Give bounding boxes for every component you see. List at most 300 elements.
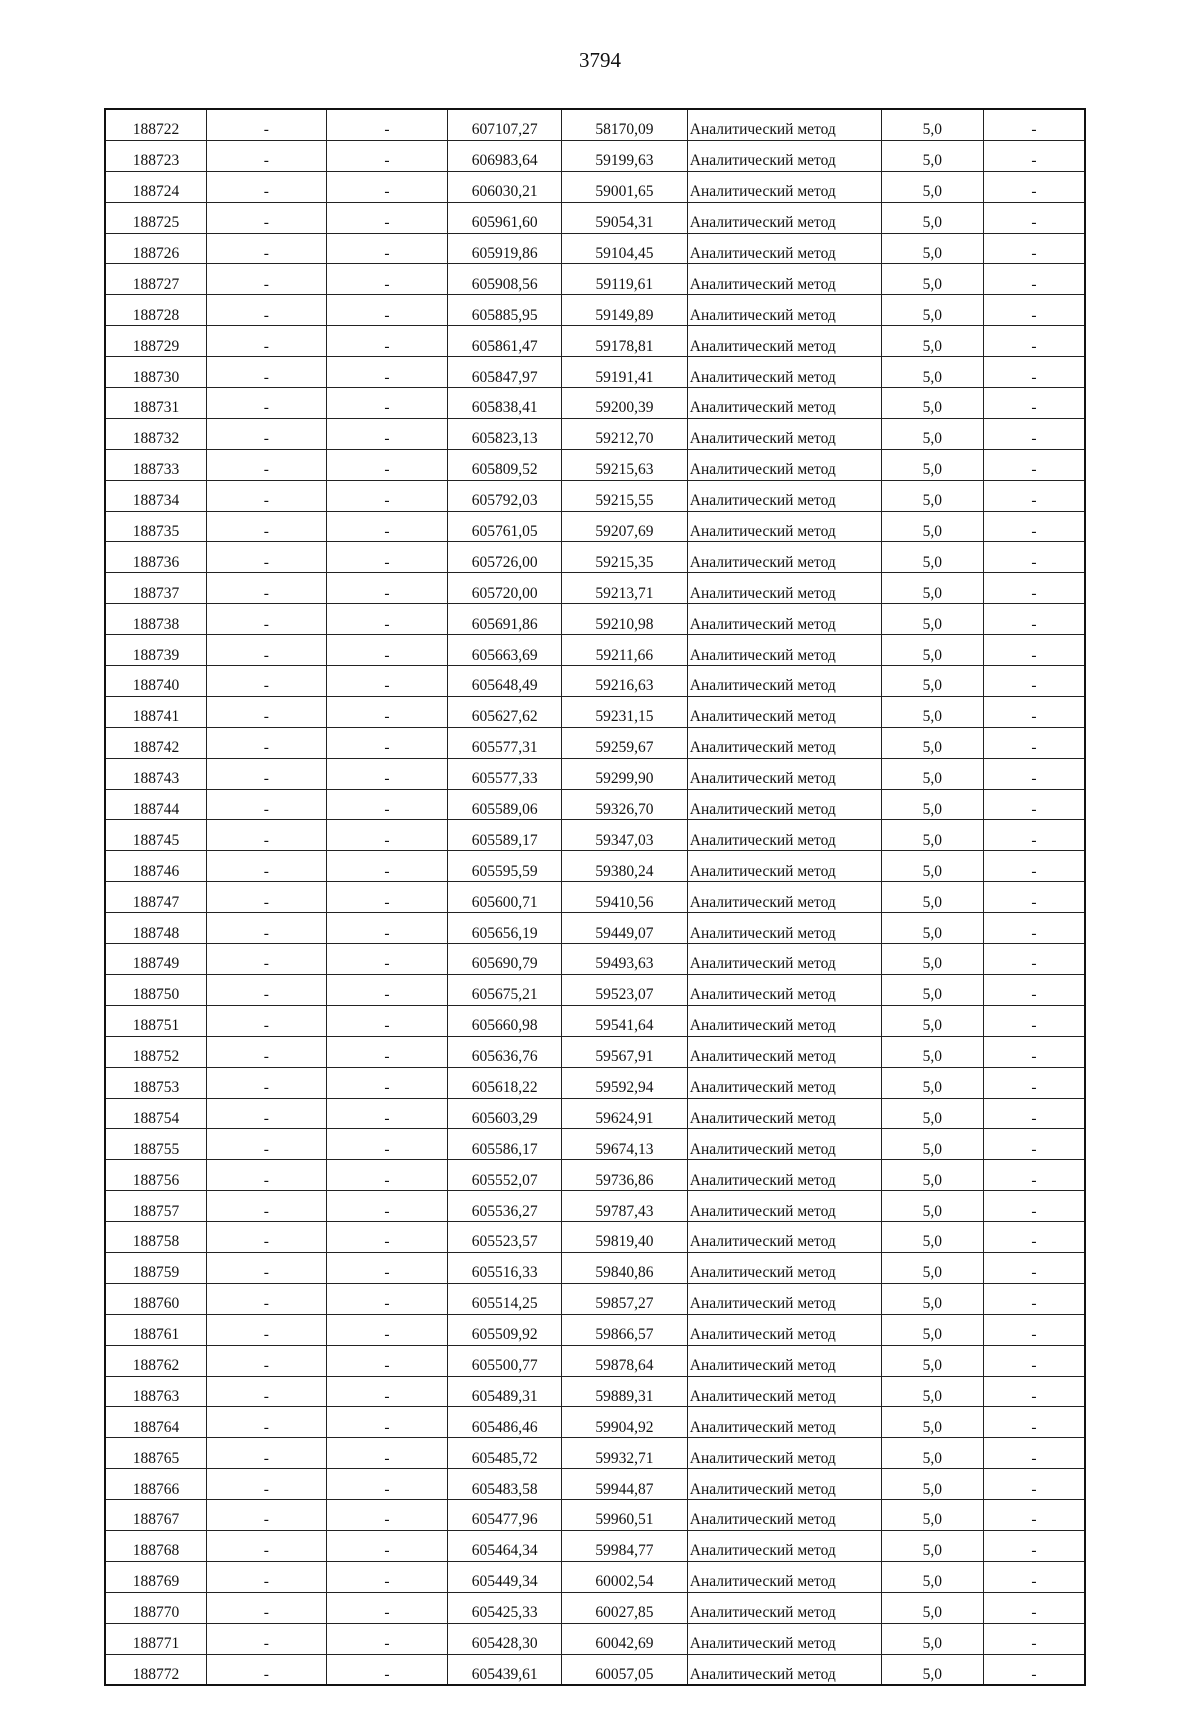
y-coordinate-cell: 59819,40 [561,1222,687,1253]
table-row [105,573,1085,604]
point-number-cell: 188742 [105,727,206,758]
column-2-cell: - [206,1500,326,1531]
column-2-cell: - [206,666,326,697]
column-2-cell: - [206,758,326,789]
table-row [105,1500,1085,1531]
column-2-cell: - [206,1160,326,1191]
table-row [105,1160,1085,1191]
method-cell: Аналитический метод [687,573,881,604]
table-row [105,542,1085,573]
column-2-cell: - [206,140,326,171]
x-coordinate-cell: 605961,60 [448,202,562,233]
column-8-cell: - [984,851,1086,882]
method-cell: Аналитический метод [687,1067,881,1098]
accuracy-cell: 5,0 [881,511,983,542]
point-number-cell: 188758 [105,1222,206,1253]
accuracy-cell: 5,0 [881,1623,983,1654]
column-2-cell: - [206,449,326,480]
column-3-cell: - [326,666,448,697]
x-coordinate-cell: 605809,52 [448,449,562,480]
column-2-cell: - [206,1469,326,1500]
column-2-cell: - [206,1283,326,1314]
y-coordinate-cell: 59493,63 [561,944,687,975]
method-cell: Аналитический метод [687,696,881,727]
column-8-cell: - [984,418,1086,449]
method-cell: Аналитический метод [687,974,881,1005]
y-coordinate-cell: 59326,70 [561,789,687,820]
column-8-cell: - [984,1592,1086,1623]
column-3-cell: - [326,295,448,326]
x-coordinate-cell: 605552,07 [448,1160,562,1191]
x-coordinate-cell: 605514,25 [448,1283,562,1314]
method-cell: Аналитический метод [687,233,881,264]
column-2-cell: - [206,1098,326,1129]
column-8-cell: - [984,727,1086,758]
point-number-cell: 188761 [105,1314,206,1345]
column-8-cell: - [984,295,1086,326]
column-2-cell: - [206,1252,326,1283]
column-3-cell: - [326,1314,448,1345]
column-8-cell: - [984,449,1086,480]
x-coordinate-cell: 605660,98 [448,1005,562,1036]
accuracy-cell: 5,0 [881,140,983,171]
column-3-cell: - [326,109,448,140]
column-2-cell: - [206,326,326,357]
column-3-cell: - [326,974,448,1005]
column-2-cell: - [206,1129,326,1160]
accuracy-cell: 5,0 [881,1469,983,1500]
column-3-cell: - [326,1623,448,1654]
x-coordinate-cell: 605577,33 [448,758,562,789]
x-coordinate-cell: 606983,64 [448,140,562,171]
column-8-cell: - [984,604,1086,635]
method-cell: Аналитический метод [687,604,881,635]
x-coordinate-cell: 605627,62 [448,696,562,727]
column-8-cell: - [984,1623,1086,1654]
accuracy-cell: 5,0 [881,480,983,511]
y-coordinate-cell: 59541,64 [561,1005,687,1036]
point-number-cell: 188759 [105,1252,206,1283]
column-8-cell: - [984,882,1086,913]
column-8-cell: - [984,326,1086,357]
method-cell: Аналитический метод [687,727,881,758]
accuracy-cell: 5,0 [881,295,983,326]
column-8-cell: - [984,1036,1086,1067]
table-row [105,820,1085,851]
y-coordinate-cell: 59212,70 [561,418,687,449]
column-8-cell: - [984,1222,1086,1253]
accuracy-cell: 5,0 [881,264,983,295]
column-2-cell: - [206,1407,326,1438]
y-coordinate-cell: 59449,07 [561,913,687,944]
column-3-cell: - [326,1252,448,1283]
y-coordinate-cell: 59259,67 [561,727,687,758]
table-row [105,944,1085,975]
column-3-cell: - [326,1191,448,1222]
method-cell: Аналитический метод [687,913,881,944]
column-3-cell: - [326,1222,448,1253]
method-cell: Аналитический метод [687,1407,881,1438]
table-row [105,913,1085,944]
accuracy-cell: 5,0 [881,171,983,202]
table-row [105,1376,1085,1407]
table-row [105,511,1085,542]
point-number-cell: 188741 [105,696,206,727]
y-coordinate-cell: 59199,63 [561,140,687,171]
method-cell: Аналитический метод [687,1438,881,1469]
column-8-cell: - [984,1654,1086,1685]
accuracy-cell: 5,0 [881,944,983,975]
column-2-cell: - [206,1222,326,1253]
accuracy-cell: 5,0 [881,1438,983,1469]
y-coordinate-cell: 59567,91 [561,1036,687,1067]
accuracy-cell: 5,0 [881,202,983,233]
y-coordinate-cell: 59119,61 [561,264,687,295]
column-3-cell: - [326,264,448,295]
column-2-cell: - [206,944,326,975]
y-coordinate-cell: 59960,51 [561,1500,687,1531]
x-coordinate-cell: 605656,19 [448,913,562,944]
method-cell: Аналитический метод [687,295,881,326]
method-cell: Аналитический метод [687,357,881,388]
point-number-cell: 188769 [105,1561,206,1592]
accuracy-cell: 5,0 [881,1407,983,1438]
accuracy-cell: 5,0 [881,604,983,635]
column-8-cell: - [984,789,1086,820]
accuracy-cell: 5,0 [881,851,983,882]
y-coordinate-cell: 59054,31 [561,202,687,233]
accuracy-cell: 5,0 [881,1561,983,1592]
y-coordinate-cell: 59410,56 [561,882,687,913]
column-3-cell: - [326,511,448,542]
column-8-cell: - [984,1005,1086,1036]
y-coordinate-cell: 60042,69 [561,1623,687,1654]
point-number-cell: 188746 [105,851,206,882]
point-number-cell: 188766 [105,1469,206,1500]
column-8-cell: - [984,758,1086,789]
column-8-cell: - [984,1191,1086,1222]
column-8-cell: - [984,573,1086,604]
column-2-cell: - [206,480,326,511]
column-3-cell: - [326,604,448,635]
column-3-cell: - [326,635,448,666]
method-cell: Аналитический метод [687,1561,881,1592]
y-coordinate-cell: 58170,09 [561,109,687,140]
accuracy-cell: 5,0 [881,666,983,697]
column-8-cell: - [984,171,1086,202]
point-number-cell: 188757 [105,1191,206,1222]
x-coordinate-cell: 605428,30 [448,1623,562,1654]
table-row [105,357,1085,388]
table-row [105,1129,1085,1160]
y-coordinate-cell: 59231,15 [561,696,687,727]
point-number-cell: 188744 [105,789,206,820]
table-row [105,666,1085,697]
column-3-cell: - [326,1036,448,1067]
column-2-cell: - [206,1036,326,1067]
point-number-cell: 188765 [105,1438,206,1469]
table-row [105,1005,1085,1036]
point-number-cell: 188754 [105,1098,206,1129]
accuracy-cell: 5,0 [881,1654,983,1685]
table-row [105,696,1085,727]
column-3-cell: - [326,851,448,882]
x-coordinate-cell: 605726,00 [448,542,562,573]
table-row [105,604,1085,635]
x-coordinate-cell: 605847,97 [448,357,562,388]
point-number-cell: 188734 [105,480,206,511]
x-coordinate-cell: 605516,33 [448,1252,562,1283]
y-coordinate-cell: 59200,39 [561,388,687,419]
column-2-cell: - [206,820,326,851]
x-coordinate-cell: 605586,17 [448,1129,562,1160]
x-coordinate-cell: 605761,05 [448,511,562,542]
column-2-cell: - [206,1067,326,1098]
column-8-cell: - [984,1283,1086,1314]
x-coordinate-cell: 605618,22 [448,1067,562,1098]
column-3-cell: - [326,1469,448,1500]
y-coordinate-cell: 59380,24 [561,851,687,882]
table-row [105,1623,1085,1654]
method-cell: Аналитический метод [687,1160,881,1191]
column-2-cell: - [206,418,326,449]
accuracy-cell: 5,0 [881,1500,983,1531]
column-3-cell: - [326,820,448,851]
table-row [105,418,1085,449]
method-cell: Аналитический метод [687,944,881,975]
y-coordinate-cell: 59736,86 [561,1160,687,1191]
table-row [105,480,1085,511]
table-body [105,109,1085,1685]
table-row [105,326,1085,357]
column-3-cell: - [326,727,448,758]
method-cell: Аналитический метод [687,1345,881,1376]
y-coordinate-cell: 59624,91 [561,1098,687,1129]
table-row [105,1592,1085,1623]
column-8-cell: - [984,264,1086,295]
point-number-cell: 188722 [105,109,206,140]
column-8-cell: - [984,140,1086,171]
method-cell: Аналитический метод [687,1283,881,1314]
column-8-cell: - [984,357,1086,388]
column-2-cell: - [206,109,326,140]
point-number-cell: 188764 [105,1407,206,1438]
column-8-cell: - [984,1160,1086,1191]
y-coordinate-cell: 59001,65 [561,171,687,202]
column-8-cell: - [984,1345,1086,1376]
y-coordinate-cell: 59932,71 [561,1438,687,1469]
column-3-cell: - [326,171,448,202]
x-coordinate-cell: 606030,21 [448,171,562,202]
column-2-cell: - [206,542,326,573]
table-row [105,202,1085,233]
point-number-cell: 188726 [105,233,206,264]
method-cell: Аналитический метод [687,1376,881,1407]
column-3-cell: - [326,1438,448,1469]
column-8-cell: - [984,974,1086,1005]
table-row [105,1654,1085,1685]
column-8-cell: - [984,542,1086,573]
table-row [105,1469,1085,1500]
table-row [105,1067,1085,1098]
column-3-cell: - [326,1098,448,1129]
column-8-cell: - [984,233,1086,264]
method-cell: Аналитический метод [687,758,881,789]
accuracy-cell: 5,0 [881,727,983,758]
table-row [105,233,1085,264]
column-2-cell: - [206,1530,326,1561]
accuracy-cell: 5,0 [881,1160,983,1191]
accuracy-cell: 5,0 [881,233,983,264]
x-coordinate-cell: 605439,61 [448,1654,562,1685]
column-2-cell: - [206,1376,326,1407]
column-8-cell: - [984,388,1086,419]
column-8-cell: - [984,1252,1086,1283]
column-2-cell: - [206,573,326,604]
column-3-cell: - [326,1345,448,1376]
column-2-cell: - [206,264,326,295]
column-8-cell: - [984,1098,1086,1129]
point-number-cell: 188760 [105,1283,206,1314]
table-row [105,388,1085,419]
y-coordinate-cell: 59149,89 [561,295,687,326]
point-number-cell: 188772 [105,1654,206,1685]
column-2-cell: - [206,604,326,635]
column-2-cell: - [206,882,326,913]
column-8-cell: - [984,1561,1086,1592]
x-coordinate-cell: 605861,47 [448,326,562,357]
column-8-cell: - [984,202,1086,233]
method-cell: Аналитический метод [687,109,881,140]
column-3-cell: - [326,326,448,357]
point-number-cell: 188738 [105,604,206,635]
point-number-cell: 188745 [105,820,206,851]
column-2-cell: - [206,727,326,758]
accuracy-cell: 5,0 [881,1345,983,1376]
method-cell: Аналитический метод [687,882,881,913]
point-number-cell: 188750 [105,974,206,1005]
table-row [105,1283,1085,1314]
y-coordinate-cell: 59857,27 [561,1283,687,1314]
x-coordinate-cell: 605477,96 [448,1500,562,1531]
column-3-cell: - [326,233,448,264]
method-cell: Аналитический метод [687,480,881,511]
accuracy-cell: 5,0 [881,1036,983,1067]
table-row [105,1252,1085,1283]
page-number: 3794 [579,48,621,72]
column-3-cell: - [326,1407,448,1438]
column-8-cell: - [984,820,1086,851]
point-number-cell: 188728 [105,295,206,326]
column-2-cell: - [206,635,326,666]
accuracy-cell: 5,0 [881,1283,983,1314]
accuracy-cell: 5,0 [881,1067,983,1098]
point-number-cell: 188749 [105,944,206,975]
point-number-cell: 188729 [105,326,206,357]
accuracy-cell: 5,0 [881,635,983,666]
table-row [105,1191,1085,1222]
x-coordinate-cell: 605483,58 [448,1469,562,1500]
method-cell: Аналитический метод [687,388,881,419]
point-number-cell: 188751 [105,1005,206,1036]
x-coordinate-cell: 605720,00 [448,573,562,604]
x-coordinate-cell: 605589,06 [448,789,562,820]
method-cell: Аналитический метод [687,1252,881,1283]
method-cell: Аналитический метод [687,1623,881,1654]
column-3-cell: - [326,758,448,789]
column-8-cell: - [984,109,1086,140]
table-row [105,635,1085,666]
column-8-cell: - [984,1530,1086,1561]
column-2-cell: - [206,1623,326,1654]
y-coordinate-cell: 59191,41 [561,357,687,388]
y-coordinate-cell: 59889,31 [561,1376,687,1407]
x-coordinate-cell: 605823,13 [448,418,562,449]
column-3-cell: - [326,1654,448,1685]
y-coordinate-cell: 60057,05 [561,1654,687,1685]
column-2-cell: - [206,913,326,944]
x-coordinate-cell: 605486,46 [448,1407,562,1438]
method-cell: Аналитический метод [687,418,881,449]
y-coordinate-cell: 59787,43 [561,1191,687,1222]
point-number-cell: 188730 [105,357,206,388]
column-3-cell: - [326,1592,448,1623]
column-3-cell: - [326,944,448,975]
x-coordinate-cell: 605500,77 [448,1345,562,1376]
y-coordinate-cell: 59592,94 [561,1067,687,1098]
x-coordinate-cell: 605838,41 [448,388,562,419]
column-8-cell: - [984,1129,1086,1160]
method-cell: Аналитический метод [687,1098,881,1129]
column-3-cell: - [326,542,448,573]
column-3-cell: - [326,202,448,233]
column-3-cell: - [326,1500,448,1531]
table-row [105,140,1085,171]
point-number-cell: 188767 [105,1500,206,1531]
table-row [105,1036,1085,1067]
x-coordinate-cell: 605425,33 [448,1592,562,1623]
table-row [105,1345,1085,1376]
x-coordinate-cell: 605489,31 [448,1376,562,1407]
column-3-cell: - [326,418,448,449]
column-3-cell: - [326,1129,448,1160]
table-row [105,295,1085,326]
method-cell: Аналитический метод [687,851,881,882]
method-cell: Аналитический метод [687,171,881,202]
point-number-cell: 188731 [105,388,206,419]
point-number-cell: 188762 [105,1345,206,1376]
table-row [105,882,1085,913]
method-cell: Аналитический метод [687,202,881,233]
x-coordinate-cell: 605523,57 [448,1222,562,1253]
column-3-cell: - [326,573,448,604]
column-3-cell: - [326,140,448,171]
y-coordinate-cell: 59674,13 [561,1129,687,1160]
y-coordinate-cell: 59866,57 [561,1314,687,1345]
column-2-cell: - [206,1345,326,1376]
accuracy-cell: 5,0 [881,1376,983,1407]
method-cell: Аналитический метод [687,635,881,666]
accuracy-cell: 5,0 [881,109,983,140]
method-cell: Аналитический метод [687,1036,881,1067]
x-coordinate-cell: 605464,34 [448,1530,562,1561]
column-3-cell: - [326,357,448,388]
table-row [105,1314,1085,1345]
method-cell: Аналитический метод [687,820,881,851]
method-cell: Аналитический метод [687,1592,881,1623]
x-coordinate-cell: 605636,76 [448,1036,562,1067]
accuracy-cell: 5,0 [881,758,983,789]
